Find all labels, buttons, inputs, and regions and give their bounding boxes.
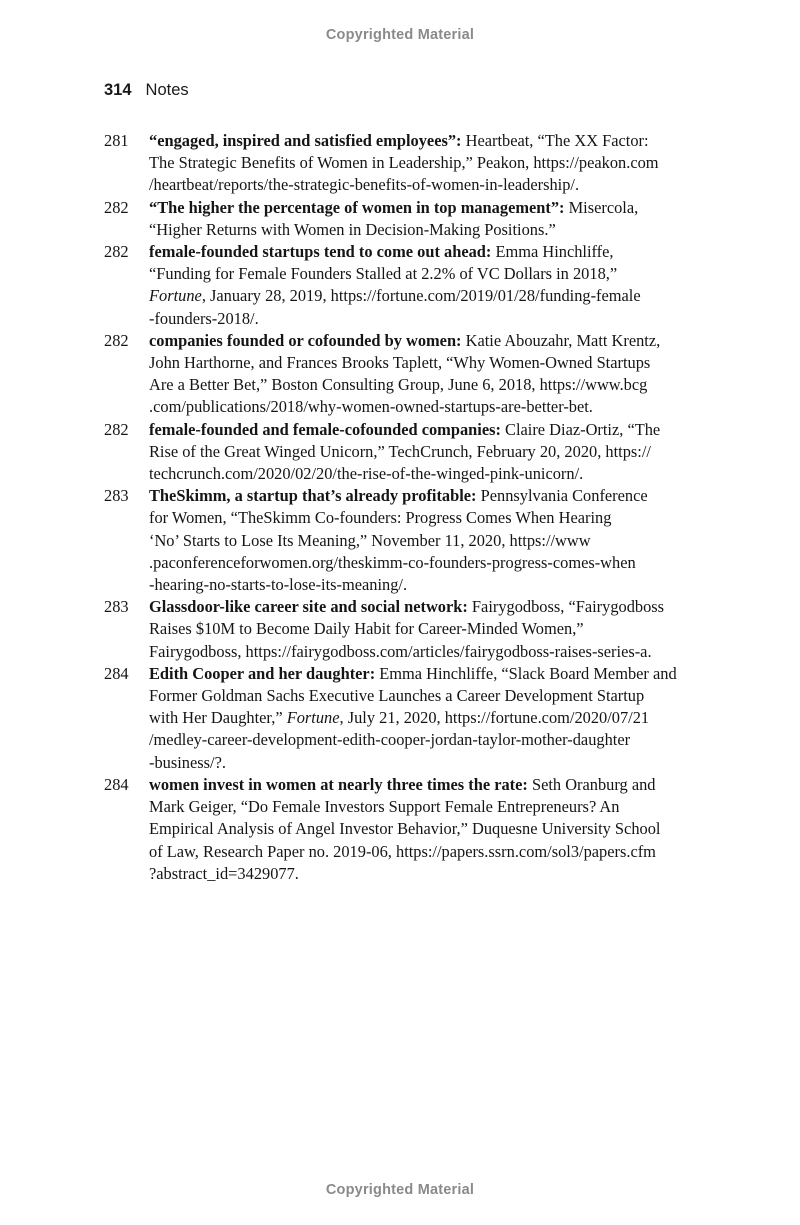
note-page-ref: 284 — [104, 774, 129, 794]
citation-text: Empirical Analysis of Angel Investor Behavior,” Duquesne University School — [149, 819, 661, 839]
note-line — [149, 374, 704, 396]
citation-text: for Women, “TheSkimm Co-founders: Progress Comes When Hearing — [149, 508, 612, 528]
citation-text: “Higher Returns with Women in Decision-Making Positions.” — [149, 219, 556, 239]
citation-text: Fairygodboss, “Fairygodboss — [467, 597, 665, 617]
note-lead-phrase: female-founded and female-cofounded companies: — [149, 419, 501, 439]
citation-text: Emma Hinchliffe, — [491, 242, 614, 262]
note-line — [149, 707, 704, 729]
note-entry — [104, 485, 704, 596]
note-line — [149, 263, 704, 285]
citation-text: Seth Oranburg and — [527, 774, 656, 794]
note-lead-phrase: “The higher the percentage of women in top management”: — [149, 197, 565, 217]
note-line — [149, 574, 704, 596]
citation-text: Raises $10M to Become Daily Habit for Career-Minded Women,” — [149, 619, 584, 639]
note-line — [149, 330, 704, 352]
note-line — [149, 352, 704, 374]
note-line — [149, 396, 704, 418]
note-text — [149, 241, 704, 330]
note-line — [149, 796, 704, 818]
note-text — [149, 663, 704, 774]
note-line — [149, 152, 704, 174]
note-page-ref: 282 — [104, 330, 129, 350]
note-line — [149, 841, 704, 863]
citation-text: Emma Hinchliffe, “Slack Board Member and — [375, 663, 677, 683]
note-lead-phrase: Edith Cooper and her daughter: — [149, 663, 376, 683]
note-entry — [104, 419, 704, 486]
note-text — [149, 596, 704, 663]
note-line — [149, 241, 704, 263]
citation-text: /heartbeat/reports/the-strategic-benefits-of-women-in-leadership/. — [149, 175, 580, 195]
citation-text: Former Goldman Sachs Executive Launches a Career Development Startup — [149, 686, 645, 706]
note-entry — [104, 330, 704, 419]
note-lead-phrase: Glassdoor-like career site and social network: — [149, 597, 468, 617]
note-text — [149, 330, 704, 419]
citation-text: ?abstract_id=3429077. — [149, 863, 299, 883]
page-number: 314 — [104, 81, 132, 99]
note-line — [149, 685, 704, 707]
note-page-ref: 284 — [104, 663, 129, 683]
section-title: Notes — [145, 81, 189, 99]
citation-text: Fairygodboss, https://fairygodboss.com/articles/fairygodboss-raises-series-a. — [149, 641, 652, 661]
note-text — [149, 130, 704, 197]
citation-text: , July 21, 2020, https://fortune.com/2020/07/21 — [339, 708, 650, 728]
note-line — [149, 663, 704, 685]
citation-text: , January 28, 2019, https://fortune.com/2019/01/28/funding-female — [201, 286, 641, 306]
citation-text: techcrunch.com/2020/02/20/the-rise-of-the-winged-pink-unicorn/. — [149, 464, 584, 484]
note-page-ref: 283 — [104, 486, 129, 506]
note-line — [149, 552, 704, 574]
citation-text: Rise of the Great Winged Unicorn,” TechCrunch, February 20, 2020, https:// — [149, 441, 651, 461]
note-page-ref: 282 — [104, 242, 129, 262]
note-lead-phrase: “engaged, inspired and satisfied employees”: — [149, 131, 462, 150]
running-head — [104, 81, 189, 100]
citation-text: .com/publications/2018/why-women-owned-startups-are-better-bet. — [149, 397, 593, 417]
note-line — [149, 197, 704, 219]
note-entry — [104, 130, 704, 197]
citation-text: -hearing-no-starts-to-lose-its-meaning/. — [149, 575, 408, 595]
note-line — [149, 863, 704, 885]
note-line — [149, 641, 704, 663]
note-lead-phrase: companies founded or cofounded by women: — [149, 330, 462, 350]
note-page-ref: 282 — [104, 419, 129, 439]
note-text — [149, 774, 704, 885]
note-line — [149, 485, 704, 507]
citation-text: “Funding for Female Founders Stalled at 2.2% of VC Dollars in 2018,” — [149, 264, 618, 284]
citation-text: John Harthorne, and Frances Brooks Taplett, “Why Women-Owned Startups — [149, 353, 651, 373]
note-lead-phrase: women invest in women at nearly three times the rate: — [149, 774, 528, 794]
note-text — [149, 197, 704, 241]
citation-text: ‘No’ Starts to Lose Its Meaning,” November 11, 2020, https://www — [149, 530, 591, 550]
note-line — [149, 752, 704, 774]
note-line — [149, 285, 704, 307]
citation-text: of Law, Research Paper no. 2019-06, https://papers.ssrn.com/sol3/papers.cfm — [149, 841, 656, 861]
note-line — [149, 419, 704, 441]
citation-text: -founders-2018/. — [149, 308, 259, 328]
citation-text: Pennsylvania Conference — [476, 486, 648, 506]
note-entry — [104, 774, 704, 885]
citation-text: Katie Abouzahr, Matt Krentz, — [461, 330, 661, 350]
note-line — [149, 530, 704, 552]
note-line — [149, 507, 704, 529]
citation-text: /medley-career-development-edith-cooper-jordan-taylor-mother-daughter — [149, 730, 631, 750]
note-line — [149, 818, 704, 840]
note-page-ref: 281 — [104, 131, 129, 150]
note-line — [149, 463, 704, 485]
note-lead-phrase: female-founded startups tend to come out ahead: — [149, 242, 492, 262]
note-lead-phrase: TheSkimm, a startup that’s already profitable: — [149, 486, 477, 506]
note-text — [149, 419, 704, 486]
citation-text: Heartbeat, “The XX Factor: — [461, 131, 649, 150]
citation-text: Mark Geiger, “Do Female Investors Support Female Entrepreneurs? An — [149, 797, 620, 817]
watermark-bottom: Copyrighted Material — [325, 1182, 475, 1198]
watermark-top: Copyrighted Material — [325, 27, 475, 43]
note-line — [149, 441, 704, 463]
citation-text: with Her Daughter,” — [149, 708, 287, 728]
note-text — [149, 485, 704, 596]
note-line — [149, 308, 704, 330]
publication-title: Fortune — [149, 286, 202, 306]
note-line — [149, 130, 704, 152]
note-line — [149, 596, 704, 618]
note-line — [149, 618, 704, 640]
note-page-ref: 282 — [104, 197, 129, 217]
citation-text: -business/?. — [149, 752, 226, 772]
note-entry — [104, 241, 704, 330]
citation-text: Are a Better Bet,” Boston Consulting Group, June 6, 2018, https://www.bcg — [149, 375, 648, 395]
note-line — [149, 219, 704, 241]
citation-text: The Strategic Benefits of Women in Leadership,” Peakon, https://peakon.com — [149, 153, 659, 173]
publication-title: Fortune — [286, 708, 340, 728]
note-line — [149, 774, 704, 796]
note-entry — [104, 596, 704, 663]
citation-text: .paconferenceforwomen.org/theskimm-co-founders-progress-comes-when — [149, 552, 636, 572]
citation-text: Claire Diaz-Ortiz, “The — [500, 419, 661, 439]
note-line — [149, 174, 704, 196]
note-entry — [104, 663, 704, 774]
citation-text: Misercola, — [564, 197, 639, 217]
notes-list — [104, 130, 704, 885]
note-entry — [104, 197, 704, 241]
note-line — [149, 729, 704, 751]
note-page-ref: 283 — [104, 597, 129, 617]
